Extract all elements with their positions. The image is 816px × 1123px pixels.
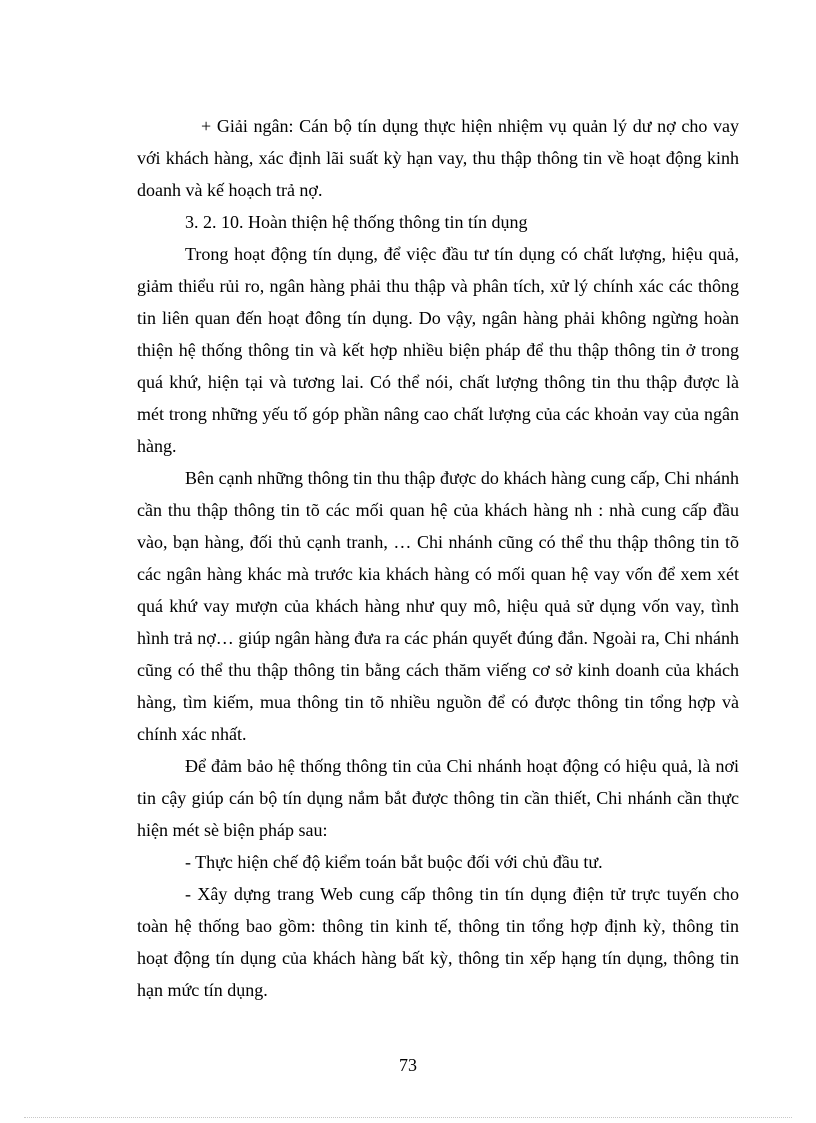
paragraph-measures-intro: Để đảm bảo hệ thống thông tin của Chi nhánh hoạt động có hiệu quả, là nơi tin cậy giúp cán bộ tín dụng nắm bắt được thông tin cần thiết, Chi nhánh cần thực hiện mét sè biện pháp sau:: [137, 756, 739, 840]
paragraph-information-sources: Bên cạnh những thông tin thu thập được do khách hàng cung cấp, Chi nhánh cần thu thập thông tin tõ các mối quan hệ của khách hàng nh : nhà cung cấp đầu vào, bạn hàng, đối thủ cạnh tranh, … Chi nhánh cũng có thể thu thập thông tin tõ các ngân hàng khác mà trước kia khách hàng có mối quan hệ vay vốn để xem xét quá khứ vay mượn của khách hàng như quy mô, hiệu quả sử dụng vốn vay, tình hình trả nợ… giúp ngân hàng đưa ra các phán quyết đúng đắn. Ngoài ra, Chi nhánh cũng có thể thu thập thông tin bằng cách thăm viếng cơ sở kinh doanh của khách hàng, tìm kiếm, mua thông tin tõ nhiều nguồn để có được thông tin tổng hợp và chính xác nhất.: [137, 468, 739, 744]
paragraph-credit-activity: Trong hoạt động tín dụng, để việc đầu tư tín dụng có chất lượng, hiệu quả, giảm thiểu rủi ro, ngân hàng phải thu thập và phân tích, xử lý chính xác các thông tin liên quan đến hoạt đông tín dụng. Do vậy, ngân hàng phải không ngừng hoàn thiện hệ thống thông tin và kết hợp nhiều biện pháp để thu thập thông tin ở trong quá khứ, hiện tại và tương lai. Có thể nói, chất lượng thông tin thu thập được là mét trong những yếu tố góp phần nâng cao chất lượng của các khoản vay của ngân hàng.: [137, 244, 739, 456]
footer-divider: [24, 1117, 792, 1118]
section-heading: 3. 2. 10. Hoàn thiện hệ thống thông tin tín dụng: [185, 212, 528, 232]
list-item-audit: - Thực hiện chế độ kiểm toán bắt buộc đối với chủ đầu tư.: [185, 852, 603, 872]
page-number: 73: [399, 1055, 417, 1075]
document-body: [137, 110, 739, 1006]
paragraph-disbursement: + Giải ngân: Cán bộ tín dụng thực hiện nhiệm vụ quản lý dư nợ cho vay với khách hàng, xác định lãi suất kỳ hạn vay, thu thập thông tin về hoạt động kinh doanh và kế hoạch trả nợ.: [137, 116, 739, 200]
list-item-website: - Xây dựng trang Web cung cấp thông tin tín dụng điện tử trực tuyến cho toàn hệ thống bao gồm: thông tin kinh tế, thông tin tổng hợp định kỳ, thông tin hoạt động tín dụng của khách hàng bất kỳ, thông tin xếp hạng tín dụng, thông tin hạn mức tín dụng.: [137, 884, 739, 1000]
